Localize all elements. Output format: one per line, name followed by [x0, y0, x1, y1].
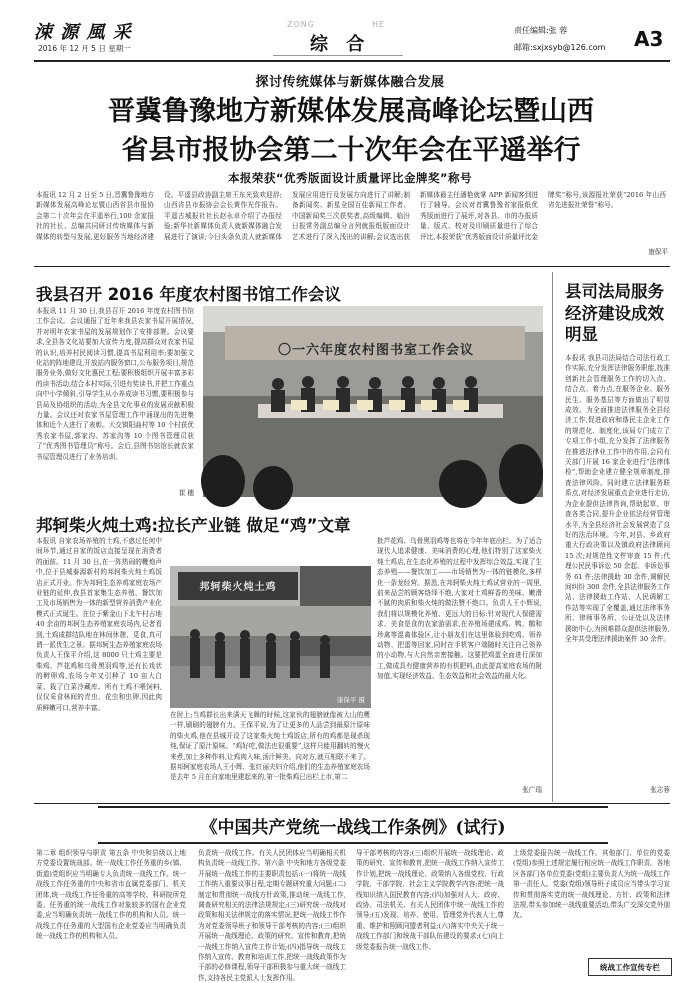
library-byline: 崔 穗: [178, 489, 194, 497]
restaurant-photo: [170, 566, 371, 708]
united-front-title: 《中国共产党统一战线工作条例》(试行): [200, 818, 506, 838]
lead-headline-1: 晋冀鲁豫地方新媒体发展高峰论坛暨山西: [108, 96, 594, 127]
editor-line: 责任编辑:张 蓉: [514, 26, 568, 35]
united-front-title-box: [98, 806, 608, 844]
masthead: [0, 0, 700, 60]
lead-subhead: 本报荣获“优秀版面设计质量评比金牌奖”称号: [227, 171, 473, 185]
issue-date: 2016 年 12 月 5 日 星期一: [38, 44, 131, 53]
library-headline: 我县召开 2016 年度农村图书馆工作会议: [36, 285, 341, 304]
masthead-rule: [34, 60, 670, 62]
email-line: 邮箱:sxjxsyb@126.com: [514, 43, 606, 52]
chicken-col-1: 本报讯 自家农场养殖的土鸡,不惑过任何中间环节,通过自家的饭店直接呈现在消费者的面前。11 月 30 日,在一阵热闹的鞭炮声中,位于县城泰源新村的邦轲柴火炖土鸡饭店正式开业。作为邦轲生态养鸡家庭农场产业链的延伸,我县首家集生态养殖、餐饮加工及市场销售为一体的新型营养消费产业化模式正式诞生。在位于紫金山下北午村占地 40 余亩的邦轲生态养殖家庭农场内,记者看到,土鸡成群结队地在林间休憩、觅食,真可谓一派优生之景。据邦轲生态养殖家庭农场负责人王保平介绍,这 8000 只土鸡主要是柴鸡、芦花鸡和乌骨黑羽鸡等,还有长戏状的孵卵鸡,农场今年又引种了 10 亩大白菜、栽了白菜冷藏库。所有土鸡不喂饲料,仅仅采食林间的青虫、花虫和虫卵,因此肉质鲜嫩可口,营养丰富。: [36, 537, 162, 712]
chicken-byline: 张广瑞: [522, 786, 542, 794]
lead-headline-2: 省县市报协会第二十次年会在平遥举行: [121, 135, 581, 166]
judicial-headline: 县司法局服务经济建设成效明显: [565, 282, 664, 344]
lead-body: 本报讯 12 月 2 日至 5 日,晋冀鲁豫地方新媒体发展高峰论坛暨山西省县市报协会第二十次年会在平遥举行,100 余家报社的社长、总编共同研讨传统媒体与新媒体的转型与发展,更好服务当地经济建设。平遥县政协副主席王东光致欢迎辞;山西省县市报协会会长黄作光作报告。平遥古城报社社长赵永卓介绍了办报经验;新华社新媒体负责人就新媒体融合发展进行了演讲;今日头条负责人就新媒体发展应用进行及发展方向进行了讲解;制备新闻奖、新星全国百佳新闻工作者、中国新闻奖三次获奖者,高级编辑、临汾日报常务副总编分言列就报纸版面设计艺术进行了深入浅出的讲解;会议选出获新媒体最主任潘艳就掌 APP 新闻客到进行了辅导。会议对首冀鲁豫省家报纸优秀版面进行了展评,对各县、市的办报质量、版式、校对及印刷质量进行了综合评比,本报荣获“优秀版面设计质量评比金牌奖”称号,该源报社荣获“2016 年山西省先进报社荣誉”称号。: [36, 191, 666, 241]
chicken-headline: 邦轲柴火炖土鸡:拉长产业链 做足“鸡”文章: [36, 516, 351, 535]
library-meeting-photo: [203, 306, 543, 497]
library-body: 本报讯 11 月 30 日,我县召开 2016 年度农村图书馆工作会议。会议通报了近年来我县农家书屋开展情况,并对明年农家书屋的发展规划作了安排部署。会议要求,全县各文化站要加大宣传力度,提高群众对农家书屋的认识,培养村民阅读习惯,提高书屋利用率;要加强文化站的阵地建设,开放站内服务窗口,公布服务项目,规范服务业务,做好文化惠民工程;要积极组织开展丰富多彩的读书活动,结合本村实际,引进有奖读书,并把工作重点向中小学倾斜,引导学生从小养成读书习惯,要积极参与县局及协组织的活动,为全县文化事业的发展贡献积极力量。会议还对农家书屋管理工作中涌现出的先进集体和近个人进行了表彰。大交镇阳曲村等 10 个村获优秀农家书屋,郭家沟、苏家沟等 10 个图书管理员获了“优秀图书管理员”称号。会后,县图书馆馆长就农家书屋管理员进行了业务培训。: [36, 307, 194, 461]
section-underline: [273, 55, 403, 56]
judicial-divider: [552, 272, 553, 802]
united-front-top-rule: [34, 803, 670, 804]
lead-byline: 康保平: [648, 248, 668, 256]
masthead-logo: 涑 源 風 采: [34, 22, 132, 43]
restaurant-sign-text: 邦轲柴火炖土鸡: [199, 582, 277, 593]
chicken-col-3: 批芦花鸡、乌骨黑羽鸡等也将在今年年底出栏。为了适合现代人追求健康、美味消费的心理,他们特别了这家柴火炖土鸡店,在生态化养殖的过程中发挥综合效益,实现了生态养殖——餐饮加工——市场销售为一体的链模化,多样化一条龙经营。据悉,在邦轲柴火炖土鸡试营业的一周里,前来品尝的顾客络绎不绝,大家对土鸡鲜香的美味、嫩滑不腻的肉质和柴火炖的做法赞不绝口。负责人王小辉说,我们将以规模化养殖、更远大的目标:针对现代人保健需求、美食是食的农家游需求,在养殖场建成鸡、鸭、鹅和珍禽等混禽体验区,让小朋友们在这里体验到吃鸡、领养动物、把蛋等回家,同时在手机客户端随时关注自己领养的小动物,与大自然亲密接触。这要把鸡蛋全面进行深加工,做成具有健康营养的有机肥料,由此提高家庭农场的附加值,实现经济效益、生态效益和社会效益的最大化。: [377, 537, 542, 681]
united-front-col-3: 导干部考核的内容;(三)组织开展统一战线理论、政策的研究、宣传和教育,把统一战线工作纳入宣传工作计划,把统一战线理论、政策纳入各级党校、行政学院、干部学院、社会主义学院教学内容;把统一战线知识纳入国民教育内容;(四)加强对人大、政府、政协、司法机关、有关人民团体中统一战线工作的领导;(五)发现、培养、使用、管理党外代表人士,尊重、维护和照顾同盟者利益;(六)落实中央关于统一战线工作部门和统战干部队伍建设的要求;(七)向上级党委报告统一战线工作。: [356, 849, 504, 951]
judicial-byline: 张志蓉: [650, 786, 670, 794]
page-number: A3: [634, 27, 664, 51]
section-pinyin-right: HE: [372, 20, 386, 29]
united-front-tag: [588, 958, 672, 976]
judicial-body: 本报讯 我县司法局结合司法行政工作实际,充分发挥法律服务职能,找准创新社会管理服务工作的切入点、结合点、着力点,在服务企业、服务民生、服务基层等方面做出了明显成效。为全面推进法律服务全县经济工作,促进政府和谐民主企业工作的规范化、制度化,该局专门成立了专项工作小组,充分发挥了法律服务在推进法律业工作中的作用,会同有关部门开展 16 家企业进行“法律体检”,帮助企业建立健全规章制度,排查法律风险。同时建立法律服务联系点,对经济发展重点企业进行走访,为企业提供法律咨询,帮助起草、审查各类合同,提升企业依法经营管理水平,为全县经济社会发展营造了良好的法治环境。今年,对县、乡政府重大行政决策以及镇政府法律顾问 15 次;对规范性文件审查 15 件;代理公民民事诉讼 50 余起、非诉讼事务 61 件;法律援助 30 余件,调解民间纠纷 300 余件,全县法律服务工作站、法律援助工作站、人民调解工作站等实现了全覆盖,通过法律事务所、律师事务所、公证处以及法律援助中心,为困难群众提供法律服务,全年共受理法律援助案件 30 余件。: [565, 354, 670, 643]
section-title: 综 合: [310, 34, 371, 55]
lead-rule: [34, 266, 670, 267]
photo-credit: 康保平 摄: [336, 696, 365, 704]
united-front-col-2: 负责统一战线工作。有关人民团体应当明确相关机构负责统一战线工作。第六条 中央和地方各级党委开展统一战线工作的主要职责包括:(一)将统一战线工作纳入重要议事日程,定期专题研究重大问题;(二)制定和贯彻统一战线方针政策,推动统一战线工作,调查研究相关的法律法规规定;(三)研究统一战线对政策和相关法律规定的落实情况,把统一战线工作作为对党委领导班子和领导干部考核的内容;(三)组织开展统一战线理论、政策的研究、宣传和教育,把统一战线工作纳入宣传工作计划;(四)指导统一战线工作纳入宣传、教育和培训工作,把统一战线政策作为干部的必修课程,领导干部积极参与重大统一战线工作,支持各民主党派人士发挥作用。: [198, 849, 346, 982]
united-front-tag-label: 统战工作宣传专栏: [600, 963, 660, 972]
united-front-col-4: 上级党委报告统一战线工作。其他部门、单位的党委(党组)参照上述规定履行相应统一战线工作职责。各地区各部门各单位党委(党组)主要负责人为统一战线工作第一责任人。党委(党组)领导班子成员应当带头学习宣传和贯彻落实党的统一战线理论、方针、政策和法律法规,带头参加统一战线重要活动,带头广交深交党外朋友。: [513, 849, 670, 920]
lead-kicker: 探讨传统媒体与新媒体融合发展: [255, 75, 445, 90]
chicken-col-2: 在肘上;当鸡群长出来满天飞舞的时候,这家伙的翅膀就像被大山的鹰一样,刷刷的翅膀有力。王保平说,为了让更多的人品尝到最原汁原味的柴火鸡,他在县城开设了这家柴火炖土鸡饭店,所有的鸡都是现杀现炖,保证了原汁原味。“鸡好吃,做法也很重要”,这样只能用翻转的慢火来煮,加上多种作料,让鸡肉入味,汤汁鲜美。向对方,就互相联不来了。据邦轲家庭农场人王小辉、张红丽夫妇介绍,他们的生态养殖家庭农场是去年 5 月在自家地里建起来的,第一批柴鸡已出栏上市,第二: [170, 711, 370, 782]
united-front-col-1: 第二章 组织领导与职责 第五条 中央和县级以上地方党委设置统战部。统一战线工作任务重的乡(镇、街道)党组织应当明确专人负责统一战线工作。统一战线工作任务重的中央和省市直属党委部门、机关团体,统一战线工作任务重的高等学校、科研院所党委、任务重的统一战线工作对象较多的国有企业党委,应当明确负责统一战线工作的机构和人员。统一战线工作任务重的大型国有企业党委应当明确负责统一战线工作的机构和人员。: [36, 849, 186, 941]
library-banner-text: 〇一六年度农村图书室工作会议: [277, 343, 474, 358]
section-pinyin-left: ZONG: [287, 20, 315, 29]
library-photo-scene: [203, 306, 543, 497]
